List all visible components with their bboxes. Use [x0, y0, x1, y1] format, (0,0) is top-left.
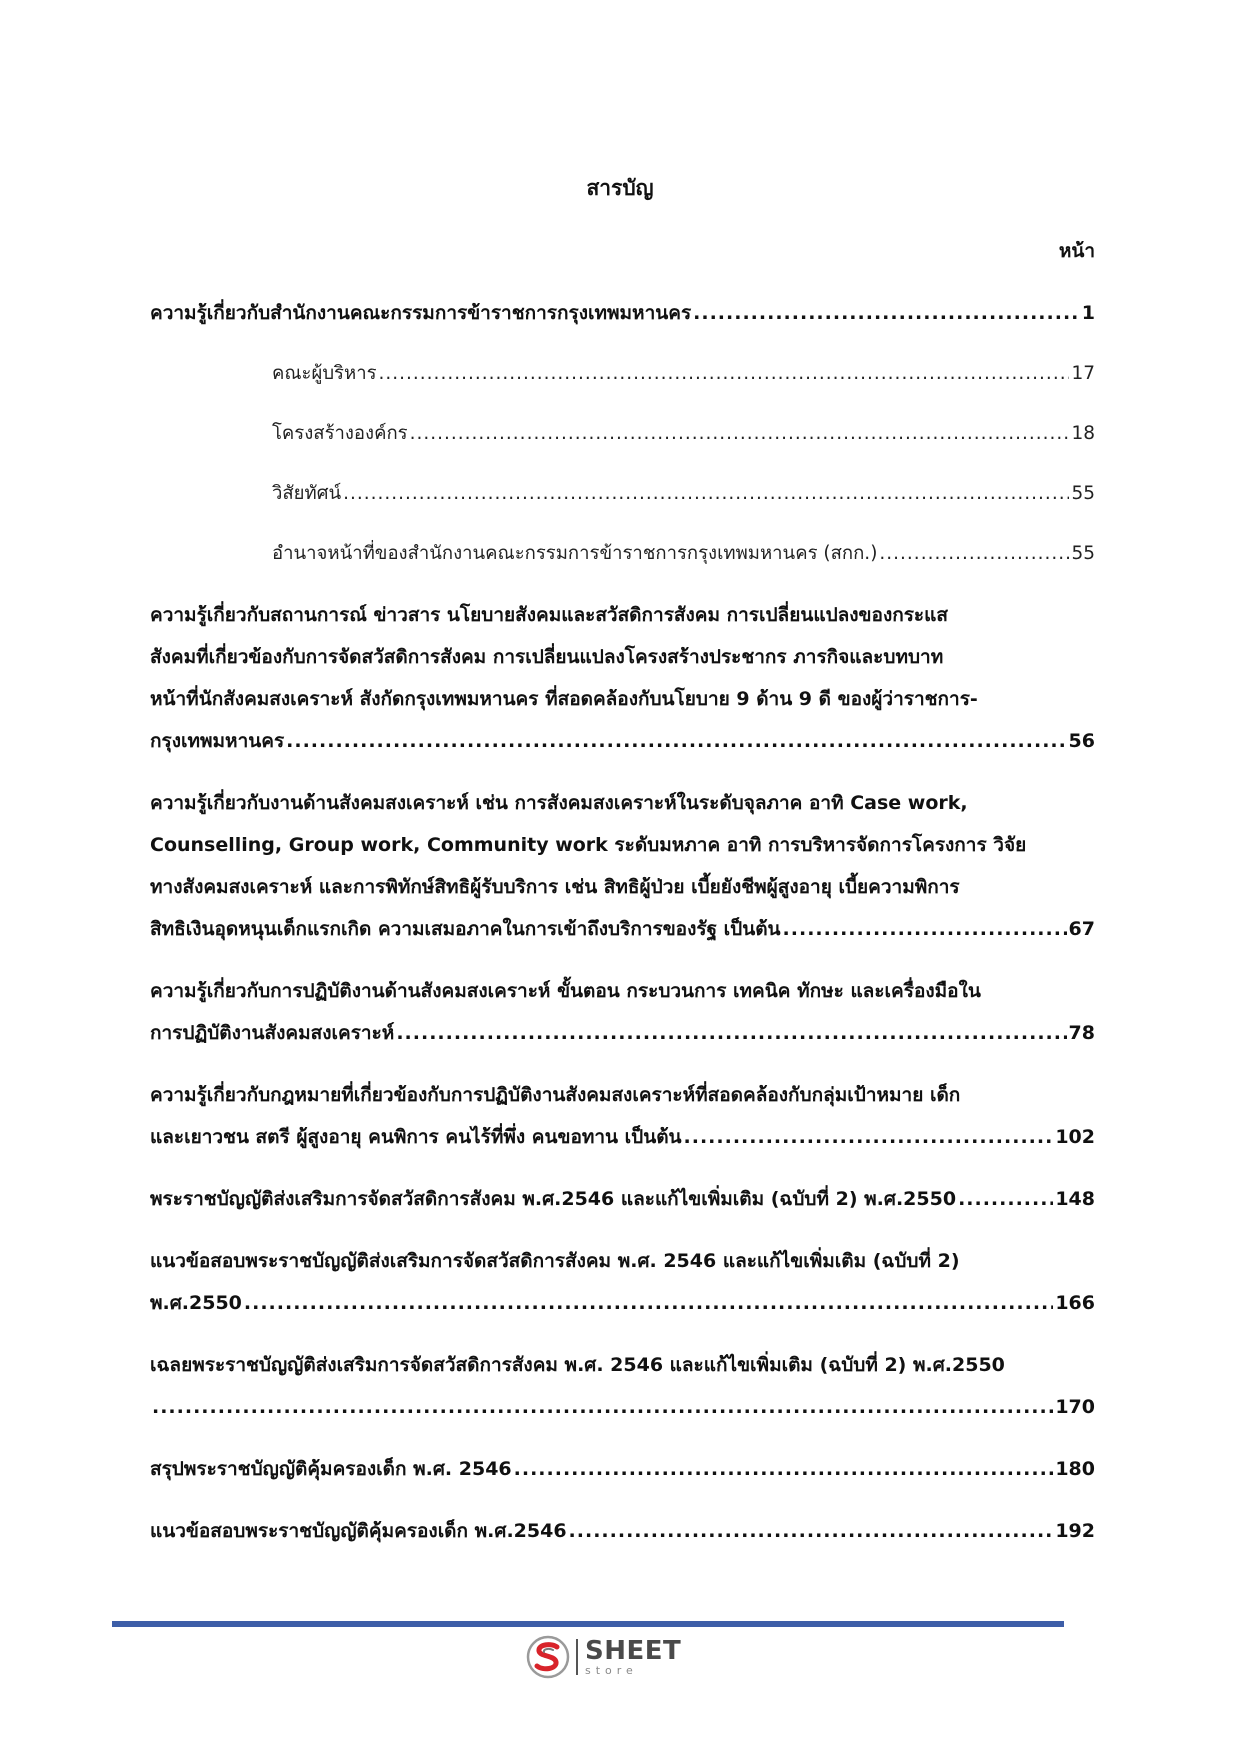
toc-dot-leader: [514, 1448, 1054, 1490]
toc-page-number: 148: [1055, 1188, 1095, 1210]
toc-entry-title: อำนาจหน้าที่ของสำนักงานคณะกรรมการข้าราชการกรุงเทพมหานคร (สกก.): [272, 543, 878, 564]
toc-page-number: 55: [1071, 543, 1095, 564]
toc-entry-line: ความรู้เกี่ยวกับการปฏิบัติงานด้านสังคมสงเคราะห์ ขั้นตอน กระบวนการ เทคนิค ทักษะ และเครื่องมือใน: [150, 980, 981, 1002]
toc-entry-final-line: [150, 1012, 1095, 1054]
toc-dot-leader: [879, 534, 1069, 574]
toc-dot-leader: [343, 474, 1069, 514]
toc-dot-leader: [693, 292, 1080, 334]
sheet-store-s-logo-icon: [526, 1635, 570, 1679]
page-title: สารบัญ: [586, 176, 654, 200]
toc-dot-leader: [783, 908, 1067, 950]
sheet-store-logo: [526, 1633, 716, 1681]
toc-entry-final-line: [272, 414, 1095, 454]
toc-dot-leader: [958, 1178, 1053, 1220]
toc-entry-title: การปฏิบัติงานสังคมสงเคราะห์: [150, 1022, 395, 1044]
toc-entry[interactable]: [150, 414, 1095, 454]
toc-entry-title: และเยาวชน สตรี ผู้สูงอายุ คนพิการ คนไร้ที่พึ่ง คนขอทาน เป็นต้น: [150, 1126, 682, 1148]
toc-entry-line: ความรู้เกี่ยวกับสถานการณ์ ข่าวสาร นโยบายสังคมและสวัสดิการสังคม การเปลี่ยนแปลงของกระแส: [150, 604, 948, 626]
toc-entry[interactable]: [150, 1074, 1095, 1158]
toc-page-number: 67: [1068, 918, 1095, 940]
toc-entry-final-line: [150, 1178, 1095, 1220]
logo-wordmark: SHEET: [585, 1636, 682, 1666]
toc-entry-title: พระราชบัญญัติส่งเสริมการจัดสวัสดิการสังคม พ.ศ.2546 และแก้ไขเพิ่มเติม (ฉบับที่ 2) พ.ศ.2550: [150, 1188, 957, 1210]
toc-entry[interactable]: [150, 782, 1095, 950]
toc-entry-final-line: [150, 1282, 1095, 1324]
toc-dot-leader: [286, 720, 1066, 762]
toc-entry-final-line: [272, 474, 1095, 514]
toc-page-number: 192: [1055, 1520, 1095, 1542]
toc-dot-leader: [244, 1282, 1053, 1324]
toc-page-number: 180: [1055, 1458, 1095, 1480]
toc-entry-line: แนวข้อสอบพระราชบัญญัติส่งเสริมการจัดสวัสดิการสังคม พ.ศ. 2546 และแก้ไขเพิ่มเติม (ฉบับที่ 2): [150, 1250, 960, 1272]
toc-entry[interactable]: [150, 292, 1095, 334]
toc-dot-leader: [152, 1386, 1053, 1428]
toc-entry-final-line: [150, 1510, 1095, 1552]
toc-page-number: 56: [1068, 730, 1095, 752]
toc-entry-line: เฉลยพระราชบัญญัติส่งเสริมการจัดสวัสดิการสังคม พ.ศ. 2546 และแก้ไขเพิ่มเติม (ฉบับที่ 2) พ.ศ.2550: [150, 1354, 1005, 1376]
toc-entry-line: สังคมที่เกี่ยวข้องกับการจัดสวัสดิการสังคม การเปลี่ยนแปลงโครงสร้างประชากร ภารกิจและบทบาท: [150, 646, 944, 668]
toc-page-number: 55: [1071, 483, 1095, 504]
toc-dot-leader: [684, 1116, 1054, 1158]
logo-text: [585, 1638, 681, 1676]
toc-entry-title: ความรู้เกี่ยวกับสำนักงานคณะกรรมการข้าราชการกรุงเทพมหานคร: [150, 302, 692, 324]
toc-entry[interactable]: [150, 1448, 1095, 1490]
toc-entry-final-line: [150, 292, 1095, 334]
toc-entry[interactable]: [150, 1178, 1095, 1220]
toc-entry-line: ทางสังคมสงเคราะห์ และการพิทักษ์สิทธิผู้รับบริการ เช่น สิทธิผู้ป่วย เบี้ยยังชีพผู้สูงอายุ เบี้ยความพิการ: [150, 876, 960, 898]
toc-entry-title: โครงสร้างองค์กร: [272, 423, 408, 444]
toc-entry-title: พ.ศ.2550: [150, 1292, 242, 1314]
toc-entry-final-line: [150, 720, 1095, 762]
toc-entry-title: สรุปพระราชบัญญัติคุ้มครองเด็ก พ.ศ. 2546: [150, 1458, 512, 1480]
toc-page-number: 78: [1068, 1022, 1095, 1044]
table-of-contents: [150, 292, 1095, 1572]
toc-page-number: 18: [1071, 423, 1095, 444]
page-number-column-header: หน้า: [1058, 240, 1095, 262]
toc-dot-leader: [396, 1012, 1066, 1054]
toc-entry-line: หน้าที่นักสังคมสงเคราะห์ สังกัดกรุงเทพมหานคร ที่สอดคล้องกับนโยบาย 9 ด้าน 9 ดี ของผู้ว่าราชการ-: [150, 688, 978, 710]
toc-dot-leader: [569, 1510, 1054, 1552]
toc-entry[interactable]: [150, 354, 1095, 394]
toc-entry-final-line: [150, 1116, 1095, 1158]
toc-page-number: 102: [1055, 1126, 1095, 1148]
toc-entry[interactable]: [150, 474, 1095, 514]
toc-dot-leader: [379, 354, 1070, 394]
toc-entry-final-line: [150, 1386, 1095, 1428]
toc-entry[interactable]: [150, 594, 1095, 762]
toc-page-number: 1: [1081, 302, 1095, 324]
toc-entry-title: สิทธิเงินอุดหนุนเด็กแรกเกิด ความเสมอภาคในการเข้าถึงบริการของรัฐ เป็นต้น: [150, 918, 781, 940]
toc-entry-title: คณะผู้บริหาร: [272, 363, 377, 384]
toc-entry-line: Counselling, Group work, Community work ระดับมหภาค อาทิ การบริหารจัดการโครงการ วิจัย: [150, 834, 1027, 856]
toc-entry-final-line: [150, 908, 1095, 950]
logo-separator: [576, 1639, 578, 1675]
toc-entry[interactable]: [150, 1344, 1095, 1428]
toc-entry-title: วิสัยทัศน์: [272, 483, 342, 504]
toc-entry[interactable]: [150, 534, 1095, 574]
toc-page-number: 166: [1055, 1292, 1095, 1314]
logo-subtext: store: [585, 1664, 638, 1677]
toc-entry[interactable]: [150, 1510, 1095, 1552]
toc-dot-leader: [410, 414, 1070, 454]
toc-page-number: 17: [1071, 363, 1095, 384]
toc-page-number: 170: [1055, 1396, 1095, 1418]
toc-entry-title: กรุงเทพมหานคร: [150, 730, 285, 752]
toc-entry[interactable]: [150, 1240, 1095, 1324]
toc-entry-final-line: [272, 534, 1095, 574]
toc-entry[interactable]: [150, 970, 1095, 1054]
toc-entry-line: ความรู้เกี่ยวกับกฎหมายที่เกี่ยวข้องกับการปฏิบัติงานสังคมสงเคราะห์ที่สอดคล้องกับกลุ่มเป้าหมาย เด็ก: [150, 1084, 961, 1106]
toc-entry-line: ความรู้เกี่ยวกับงานด้านสังคมสงเคราะห์ เช่น การสังคมสงเคราะห์ในระดับจุลภาค อาทิ Case work,: [150, 792, 968, 814]
toc-entry-final-line: [272, 354, 1095, 394]
toc-entry-final-line: [150, 1448, 1095, 1490]
footer-rule: [112, 1621, 1064, 1627]
toc-entry-title: แนวข้อสอบพระราชบัญญัติคุ้มครองเด็ก พ.ศ.2546: [150, 1520, 567, 1542]
